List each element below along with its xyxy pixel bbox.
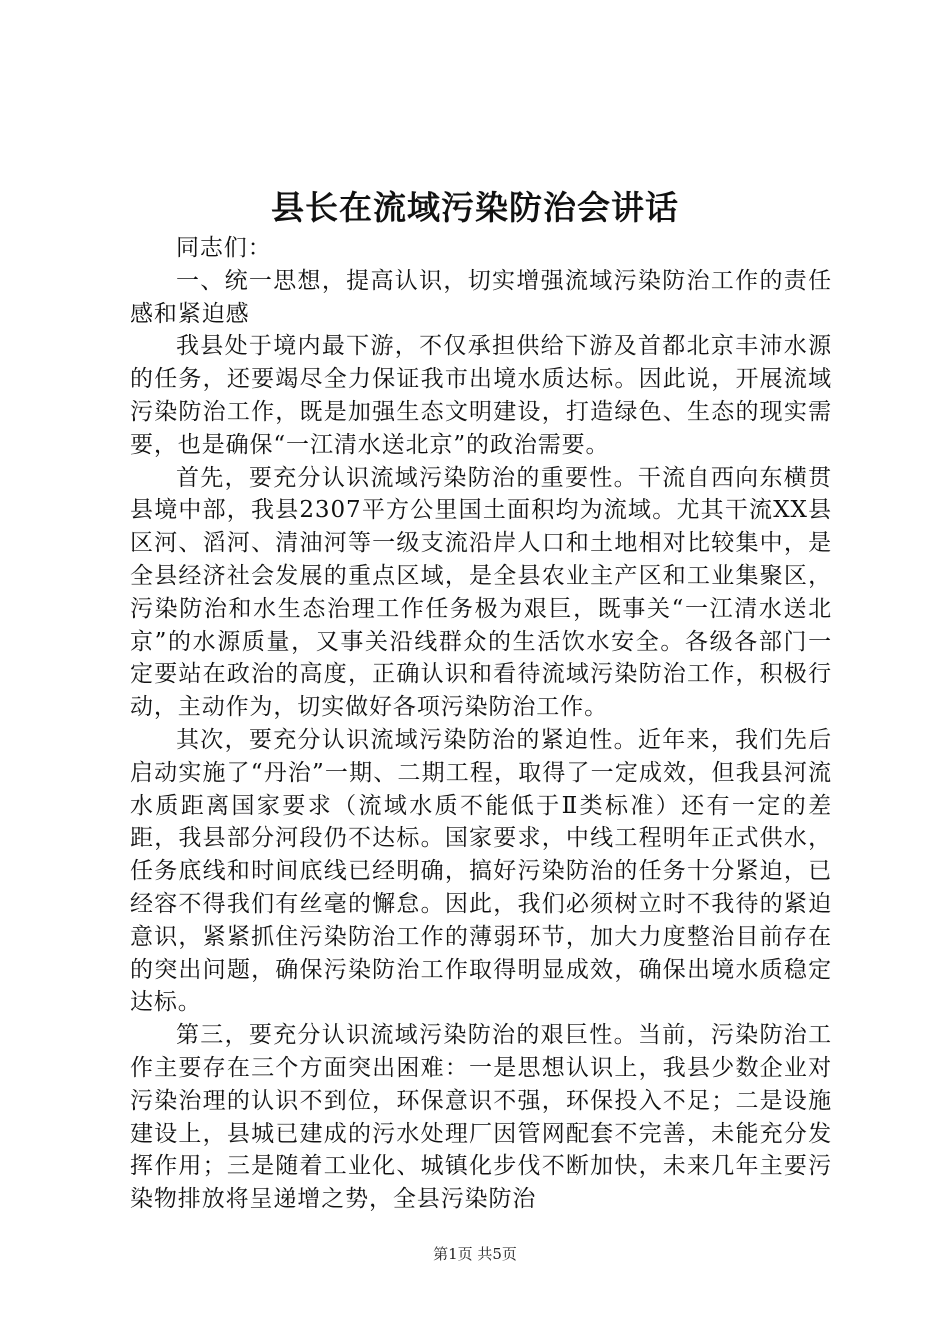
paragraph-section-heading: 一、统一思想，提高认识，切实增强流域污染防治工作的责任感和紧迫感 <box>130 267 832 327</box>
paragraph-salutation: 同志们： <box>176 235 272 261</box>
page-number-footer: 第1页 共5页 <box>433 1245 517 1263</box>
document-body <box>130 232 832 1216</box>
paragraph-urgency: 其次，要充分认识流域污染防治的紧迫性。近年来，我们先后启动实施了“丹治”一期、二期工程，取得了一定成效，但我县河流水质距离国家要求（流域水质不能低于Ⅱ类标准）还有一定的差距，我县部分河段仍不达标。国家要求，中线工程明年正式供水，任务底线和时间底线已经明确，搞好污染防治的任务十分紧迫，已经容不得我们有丝毫的懈怠。因此，我们必须树立时不我待的紧迫意识，紧紧抓住污染防治工作的薄弱环节，加大力度整治目前存在的突出问题，确保污染防治工作取得明显成效，确保出境水质稳定达标。 <box>130 726 832 1016</box>
paragraph-difficulty: 第三，要充分认识流域污染防治的艰巨性。当前，污染防治工作主要存在三个方面突出困难：一是思想认识上，我县少数企业对污染治理的认识不到位，环保意识不强，环保投入不足；二是设施建设上，县城已建成的污水处理厂因管网配套不完善，未能充分发挥作用；三是随着工业化、城镇化步伐不断加快，未来几年主要污染物排放将呈递增之势，全县污染防治 <box>130 1022 832 1213</box>
paragraph-importance: 首先，要充分认识流域污染防治的重要性。干流自西向东横贯县境中部，我县2307平方公里国土面积均为流域。尤其干流XX县区河、滔河、清油河等一级支流沿岸人口和土地相对比较集中，是全县经济社会发展的重点区域，是全县农业主产区和工业集聚区，污染防治和水生态治理工作任务极为艰巨，既事关“一江清水送北京”的水源质量，又事关沿线群众的生活饮水安全。各级各部门一定要站在政治的高度，正确认识和看待流域污染防治工作，积极行动，主动作为，切实做好各项污染防治工作。 <box>130 464 832 721</box>
document-title: 县长在流域污染防治会讲话 <box>271 188 679 227</box>
paragraph-background: 我县处于境内最下游，不仅承担供给下游及首都北京丰沛水源的任务，还要竭尽全力保证我市出境水质达标。因此说，开展流域污染防治工作，既是加强生态文明建设，打造绿色、生态的现实需要，也是确保“一江清水送北京”的政治需要。 <box>130 333 832 458</box>
